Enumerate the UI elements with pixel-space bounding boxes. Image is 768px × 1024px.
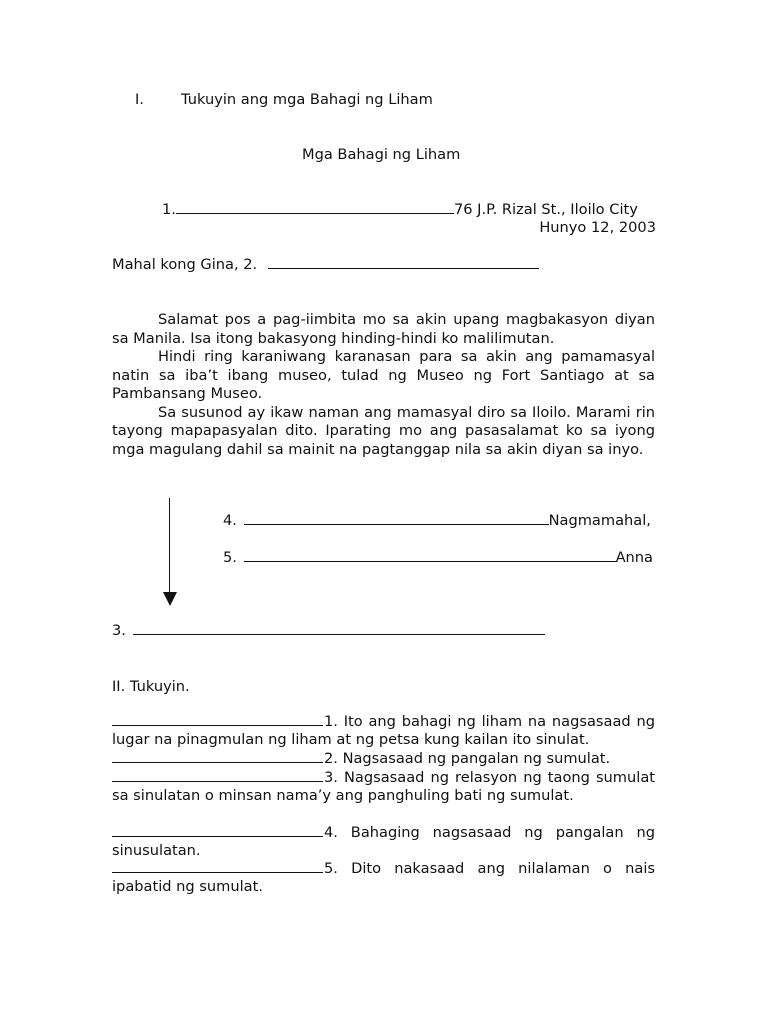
definition-item <box>112 713 655 750</box>
blank-line <box>244 512 549 525</box>
answer-blank <box>112 750 323 763</box>
signature-number: 5. <box>223 549 237 566</box>
blank-line <box>244 549 616 562</box>
blank-line <box>133 622 545 635</box>
blank-line <box>268 256 539 269</box>
answer-blank <box>112 769 323 782</box>
definition-text: 3. Nagsasaad ng relasyon ng taong sumulat sa sinulatan o minsan nama’y ang panghuling bati ng sumulat. <box>112 769 655 805</box>
letter-signature <box>223 549 653 567</box>
section-numeral: I. <box>135 91 144 108</box>
answer-blank <box>112 860 323 873</box>
definition-text: 5. Dito nakasaad ang nilalaman o nais ipabatid ng sumulat. <box>112 860 655 896</box>
greeting-text: Mahal kong Gina, 2. <box>112 256 258 273</box>
section-heading: II. Tukuyin. <box>112 678 190 695</box>
blank-line <box>176 201 454 214</box>
definition-text: 2. Nagsasaad ng pangalan ng sumulat. <box>324 750 611 767</box>
definition-item <box>112 769 655 806</box>
letter-paragraph: Hindi ring karaniwang karanasan para sa akin ang pamamasyal natin sa iba’t ibang museo, tulad ng Museo ng Fort Santiago at sa Pambansang Museo. <box>112 348 655 402</box>
letter-greeting <box>112 256 539 274</box>
letter-paragraph: Sa susunod ay ikaw naman ang mamasyal diro sa Iloilo. Marami rin tayong mapapasyalan dito. Iparating mo ang pasasalamat ko sa iyong mga magulang dahil sa mainit na pagtanggap nila sa akin diyan sa inyo. <box>112 403 655 458</box>
letter-closing <box>223 512 651 530</box>
arrow-down-icon <box>169 498 170 594</box>
letter-body <box>112 311 655 459</box>
closing-number: 4. <box>223 512 237 529</box>
closing-word: Nagmamahal, <box>548 512 651 529</box>
definition-item <box>112 860 655 897</box>
definition-item <box>112 750 655 768</box>
answer-blank <box>112 713 323 726</box>
postscript-number: 3. <box>112 622 126 639</box>
definition-text: 1. Ito ang bahagi ng liham na nagsasaad ng lugar na pinagmulan ng liham at ng petsa kung kailan ito sinulat. <box>112 713 655 749</box>
letter-date: Hunyo 12, 2003 <box>539 219 656 236</box>
letter-paragraph: Salamat pos a pag-iimbita mo sa akin upang magbakasyon diyan sa Manila. Isa itong bakasyong hinding-hindi ko malilimutan. <box>112 311 655 347</box>
definition-text: 4. Bahaging nagsasaad ng pangalan ng sinusulatan. <box>112 824 655 860</box>
page-subtitle: Mga Bahagi ng Liham <box>302 146 461 163</box>
letter-address: 76 J.P. Rizal St., Iloilo City <box>453 201 638 218</box>
section-heading: Tukuyin ang mga Bahagi ng Liham <box>181 91 433 108</box>
answer-blank <box>112 824 323 837</box>
letter-postscript <box>112 622 545 640</box>
heading-number: 1. <box>162 201 176 218</box>
definition-item <box>112 824 655 861</box>
signature-name: Anna <box>615 549 654 566</box>
arrow-head-icon <box>163 592 177 606</box>
letter-heading <box>162 201 638 219</box>
